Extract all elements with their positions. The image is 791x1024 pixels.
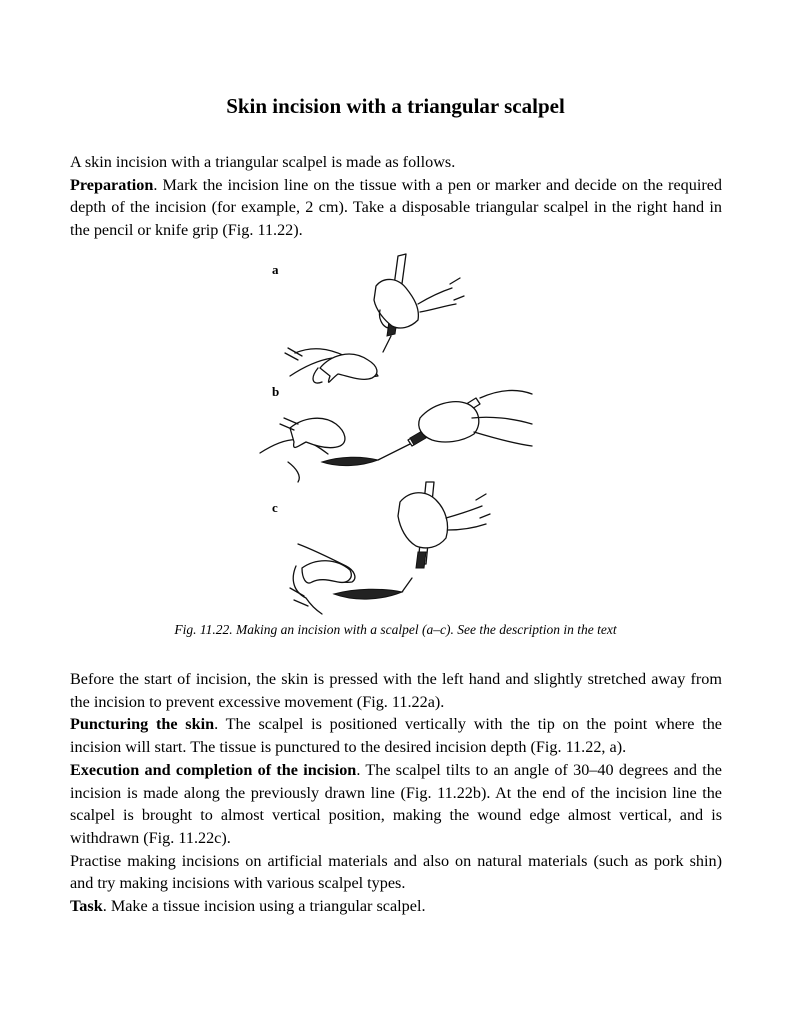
task-text: . Make a tissue incision using a triangular scalpel. — [102, 897, 426, 916]
panel-b-left-hand — [260, 418, 345, 482]
page-title: Skin incision with a triangular scalpel — [226, 94, 565, 118]
preparation-paragraph — [70, 174, 722, 242]
panel-b-right-hand-scalpel — [378, 391, 532, 460]
task-label: Task — [70, 897, 103, 916]
panel-c-right-hand-scalpel — [398, 482, 490, 592]
figure-label-a: a — [272, 262, 279, 277]
execution-label: Execution and completion of the incision — [70, 760, 357, 779]
panel-a-right-hand-scalpel — [374, 254, 464, 352]
puncturing-label: Puncturing the skin — [70, 715, 215, 734]
scalpel-illustration — [250, 248, 550, 620]
intro-paragraph — [70, 151, 722, 242]
preparation-label: Preparation — [70, 175, 154, 194]
panel-b-incision — [322, 457, 378, 465]
figure-11-22 — [250, 248, 550, 620]
figure-caption: Fig. 11.22. Making an incision with a scalpel (a–c). See the description in the text — [174, 622, 617, 637]
intro-text: A skin incision with a triangular scalpel is made as follows. — [70, 153, 456, 171]
figure-label-c: c — [272, 500, 278, 515]
execution-paragraph — [70, 759, 722, 850]
panel-a-left-hand — [285, 348, 378, 383]
body-text — [70, 668, 722, 918]
execution-text: . The scalpel tilts to an angle of 30–40 degrees and the incision is made along the previously drawn line (Fig. 11.22b). At the end of the incision line the scalpel is brought to almost vertical position, making the wound edge almost vertical, and is withdrawn (Fig. 11.22c). — [70, 760, 722, 847]
preparation-text: . Mark the incision line on the tissue with a pen or marker and decide on the required depth of the incision (for example, 2 cm). Take a disposable triangular scalpel in the right hand in the pencil or knife grip (Fig. 11.22). — [70, 175, 722, 240]
before-paragraph: Before the start of incision, the skin is pressed with the left hand and slightly stretched away from the incision to prevent excessive movement (Fig. 11.22a). — [70, 670, 722, 711]
puncturing-text: . The scalpel is positioned vertically with the tip on the point where the incision will start. The tissue is punctured to the desired incision depth (Fig. 11.22, a). — [70, 715, 722, 757]
figure-label-b: b — [272, 384, 280, 399]
panel-c-incision — [334, 589, 402, 599]
task-paragraph — [70, 895, 722, 918]
panel-c-left-hand — [290, 544, 355, 614]
puncturing-paragraph — [70, 713, 722, 758]
practise-paragraph: Practise making incisions on artificial materials and also on natural materials (such as pork shin) and try making incisions with various scalpel types. — [70, 851, 722, 893]
